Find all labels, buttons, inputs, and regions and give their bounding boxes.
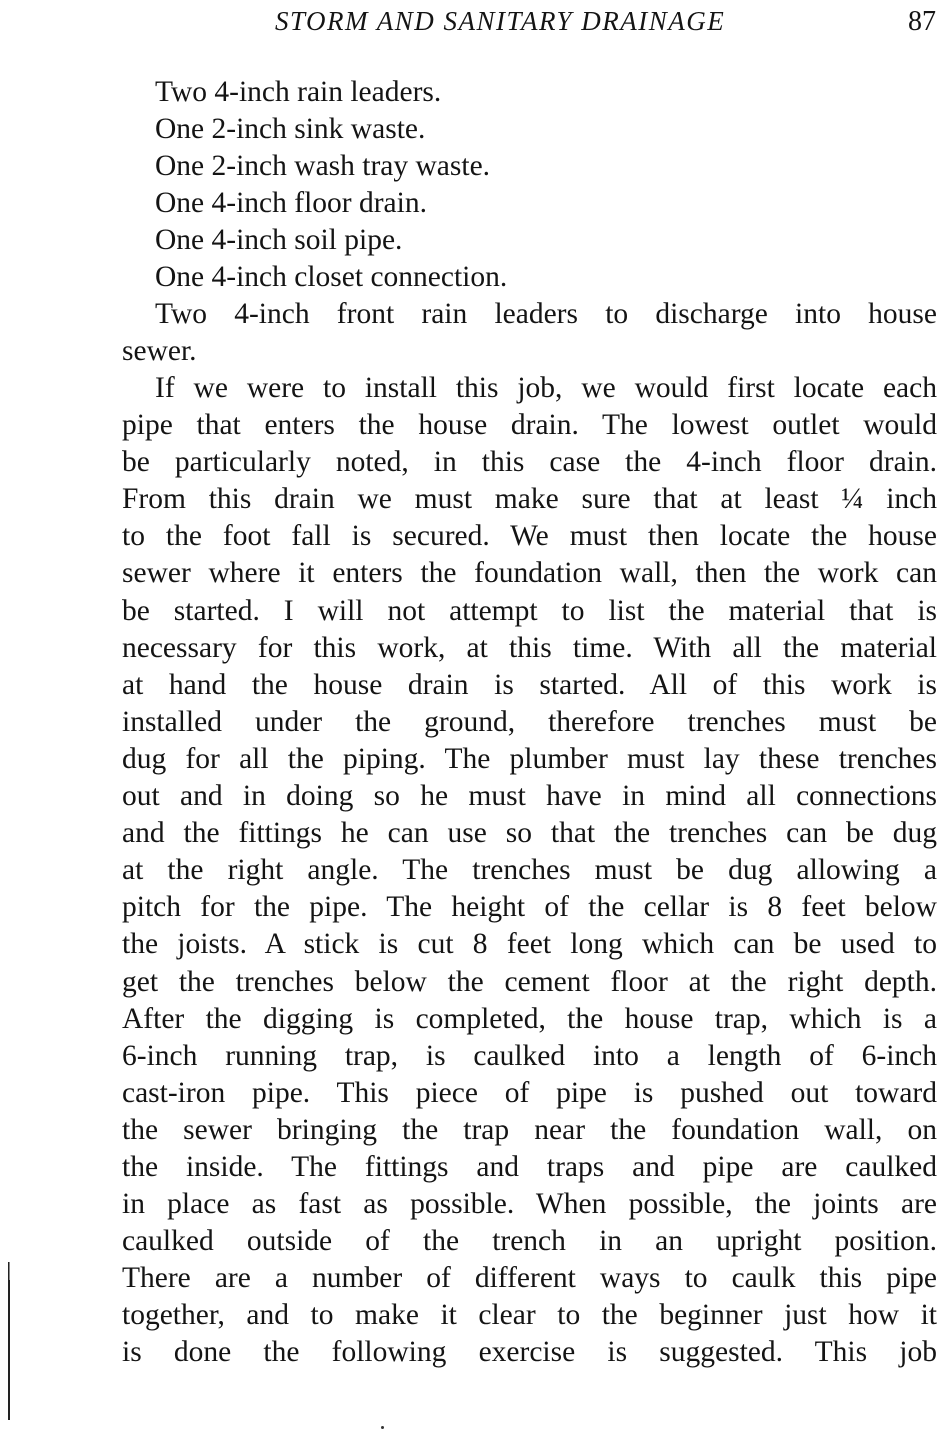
paragraph-line: sewer where it enters the foundation wall, then the work can bbox=[122, 557, 937, 590]
paragraph-line: After the digging is completed, the house trap, which is a bbox=[122, 1002, 937, 1035]
paragraph-line: necessary for this work, at this time. With all the material bbox=[122, 631, 937, 664]
paragraph-line: the joists. A stick is cut 8 feet long which can be used to bbox=[122, 928, 937, 961]
list-item: One 4-inch floor drain. bbox=[155, 187, 427, 219]
list-item: One 2-inch sink waste. bbox=[155, 113, 426, 145]
paragraph-line: If we were to install this job, we would first locate each bbox=[155, 372, 937, 404]
scan-margin-rule bbox=[8, 1262, 10, 1420]
running-title: STORM AND SANITARY DRAINAGE bbox=[275, 6, 726, 36]
paragraph-line: There are a number of different ways to caulk this pipe bbox=[122, 1262, 937, 1295]
list-item: One 4-inch soil pipe. bbox=[155, 224, 403, 256]
paragraph-front-leaders bbox=[122, 296, 937, 370]
paragraph-line: dug for all the piping. The plumber must lay these trenches bbox=[122, 742, 937, 775]
paragraph-line: the inside. The fittings and traps and pipe are caulked bbox=[122, 1150, 937, 1183]
paragraph-line: and the fittings he can use so that the trenches can be dug bbox=[122, 817, 937, 850]
paragraph-line: be started. I will not attempt to list the material that is bbox=[122, 594, 937, 627]
paragraph-installation bbox=[122, 370, 937, 1372]
list-item: One 4-inch closet connection. bbox=[155, 261, 508, 293]
paragraph-line: Two 4-inch front rain leaders to discharge into house bbox=[155, 298, 937, 330]
list-item: Two 4-inch rain leaders. bbox=[155, 76, 442, 108]
running-head bbox=[0, 4, 950, 44]
paragraph-line: be particularly noted, in this case the 4-inch floor drain. bbox=[122, 446, 937, 479]
paragraph-line: get the trenches below the cement floor at the right depth. bbox=[122, 965, 937, 998]
paragraph-line: cast-iron pipe. This piece of pipe is pushed out toward bbox=[122, 1076, 937, 1109]
paragraph-line: pipe that enters the house drain. The lowest outlet would bbox=[122, 409, 937, 442]
paragraph-line: 6-inch running trap, is caulked into a length of 6-inch bbox=[122, 1039, 937, 1072]
paragraph-line: at hand the house drain is started. All of this work is bbox=[122, 668, 937, 701]
paragraph-line: the sewer bringing the trap near the foundation wall, on bbox=[122, 1113, 937, 1146]
paragraph-line: out and in doing so he must have in mind all connections bbox=[122, 780, 937, 813]
paragraph-line: to the foot fall is secured. We must then locate the house bbox=[122, 520, 937, 553]
paragraph-line: pitch for the pipe. The height of the cellar is 8 feet below bbox=[122, 891, 937, 924]
pipe-list bbox=[155, 74, 507, 296]
paragraph-line: at the right angle. The trenches must be dug allowing a bbox=[122, 854, 937, 887]
paragraph-line: sewer. bbox=[122, 335, 197, 368]
paragraph-line: installed under the ground, therefore trenches must be bbox=[122, 705, 937, 738]
paragraph-line: is done the following exercise is suggested. This job bbox=[122, 1336, 937, 1369]
paragraph-line: caulked outside of the trench in an upright position. bbox=[122, 1225, 937, 1258]
list-item: One 2-inch wash tray waste. bbox=[155, 150, 491, 182]
paragraph-line: in place as fast as possible. When possible, the joints are bbox=[122, 1188, 937, 1221]
page-number: 87 bbox=[908, 6, 936, 37]
scan-margin-mark bbox=[9, 1262, 10, 1280]
paragraph-line: From this drain we must make sure that at least ¼ inch bbox=[122, 483, 937, 516]
paragraph-line: together, and to make it clear to the beginner just how it bbox=[122, 1299, 937, 1332]
scan-speck bbox=[381, 1426, 384, 1429]
